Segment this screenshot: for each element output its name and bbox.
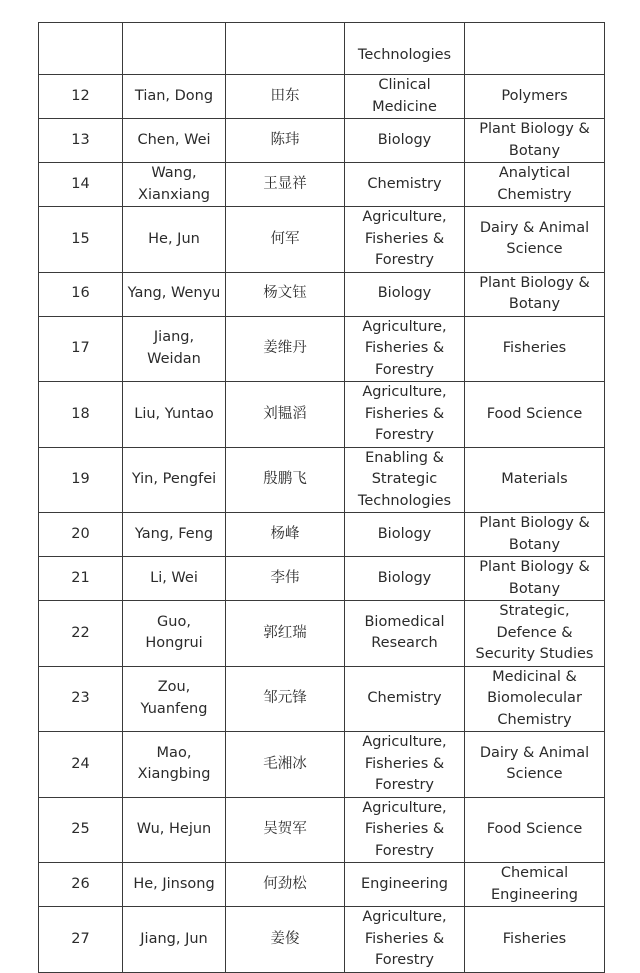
cell-number: 17	[39, 316, 123, 382]
table-row	[39, 316, 605, 382]
cell-category: Materials	[465, 447, 605, 513]
cell-number: 13	[39, 119, 123, 163]
cell-number: 18	[39, 382, 123, 448]
cell-chinese-name: 刘韫滔	[226, 382, 345, 448]
cell-name: Tian, Dong	[123, 75, 226, 119]
cell-category: Analytical Chemistry	[465, 163, 605, 207]
table-row	[39, 382, 605, 448]
cell-category: Fisheries	[465, 907, 605, 973]
cell-field: Agriculture, Fisheries & Forestry	[345, 797, 465, 863]
cell-name	[123, 23, 226, 75]
cell-chinese-name: 郭红瑞	[226, 601, 345, 667]
cell-name: Yang, Feng	[123, 513, 226, 557]
cell-category: Plant Biology & Botany	[465, 119, 605, 163]
cell-number: 16	[39, 272, 123, 316]
cell-chinese-name: 何劲松	[226, 863, 345, 907]
cell-field: Agriculture, Fisheries & Forestry	[345, 732, 465, 798]
cell-category: Medicinal & Biomolecular Chemistry	[465, 666, 605, 732]
cell-name: Liu, Yuntao	[123, 382, 226, 448]
cell-name: Yin, Pengfei	[123, 447, 226, 513]
cell-number: 14	[39, 163, 123, 207]
cell-field: Clinical Medicine	[345, 75, 465, 119]
table-row	[39, 447, 605, 513]
table-row	[39, 163, 605, 207]
cell-name: Wang, Xianxiang	[123, 163, 226, 207]
cell-number: 12	[39, 75, 123, 119]
cell-field: Agriculture, Fisheries & Forestry	[345, 382, 465, 448]
cell-chinese-name: 杨文钰	[226, 272, 345, 316]
cell-category: Chemical Engineering	[465, 863, 605, 907]
cell-name: Li, Wei	[123, 557, 226, 601]
cell-number: 24	[39, 732, 123, 798]
cell-name: Yang, Wenyu	[123, 272, 226, 316]
cell-category: Polymers	[465, 75, 605, 119]
cell-number	[39, 23, 123, 75]
cell-name: Chen, Wei	[123, 119, 226, 163]
table-row	[39, 863, 605, 907]
table-row	[39, 797, 605, 863]
cell-category: Plant Biology & Botany	[465, 513, 605, 557]
cell-field: Agriculture, Fisheries & Forestry	[345, 316, 465, 382]
cell-category: Food Science	[465, 382, 605, 448]
cell-chinese-name: 毛湘冰	[226, 732, 345, 798]
cell-chinese-name: 吴贺军	[226, 797, 345, 863]
cell-name: He, Jinsong	[123, 863, 226, 907]
cell-chinese-name: 何军	[226, 207, 345, 273]
cell-field: Agriculture, Fisheries & Forestry	[345, 207, 465, 273]
cell-field: Chemistry	[345, 163, 465, 207]
table-row-continued	[39, 23, 605, 75]
cell-field: Engineering	[345, 863, 465, 907]
cell-name: He, Jun	[123, 207, 226, 273]
cell-category: Plant Biology & Botany	[465, 557, 605, 601]
cell-chinese-name: 田东	[226, 75, 345, 119]
cell-category: Plant Biology & Botany	[465, 272, 605, 316]
table-row	[39, 666, 605, 732]
cell-chinese-name: 姜维丹	[226, 316, 345, 382]
cell-name: Jiang, Jun	[123, 907, 226, 973]
table-row	[39, 75, 605, 119]
cell-field: Agriculture, Fisheries & Forestry	[345, 907, 465, 973]
cell-field: Biology	[345, 557, 465, 601]
cell-category: Fisheries	[465, 316, 605, 382]
cell-number: 23	[39, 666, 123, 732]
cell-name: Zou, Yuanfeng	[123, 666, 226, 732]
cell-number: 15	[39, 207, 123, 273]
cell-number: 26	[39, 863, 123, 907]
table-row	[39, 272, 605, 316]
cell-field: Biomedical Research	[345, 601, 465, 667]
cell-category: Strategic, Defence & Security Studies	[465, 601, 605, 667]
cell-field: Enabling & Strategic Technologies	[345, 447, 465, 513]
cell-name: Guo, Hongrui	[123, 601, 226, 667]
cell-number: 25	[39, 797, 123, 863]
cell-number: 21	[39, 557, 123, 601]
table-row	[39, 207, 605, 273]
table-row	[39, 732, 605, 798]
cell-category: Food Science	[465, 797, 605, 863]
cell-chinese-name: 王显祥	[226, 163, 345, 207]
cell-category	[465, 23, 605, 75]
table-row	[39, 513, 605, 557]
cell-field: Biology	[345, 272, 465, 316]
table-row	[39, 907, 605, 973]
cell-number: 22	[39, 601, 123, 667]
cell-chinese-name	[226, 23, 345, 75]
cell-category: Dairy & Animal Science	[465, 732, 605, 798]
cell-chinese-name: 邹元锋	[226, 666, 345, 732]
cell-number: 20	[39, 513, 123, 557]
cell-field: Chemistry	[345, 666, 465, 732]
cell-number: 27	[39, 907, 123, 973]
cell-number: 19	[39, 447, 123, 513]
cell-field: Biology	[345, 513, 465, 557]
cell-field: Technologies	[345, 23, 465, 75]
table-row	[39, 557, 605, 601]
cell-field: Biology	[345, 119, 465, 163]
cell-chinese-name: 李伟	[226, 557, 345, 601]
cell-chinese-name: 殷鹏飞	[226, 447, 345, 513]
cell-name: Mao, Xiangbing	[123, 732, 226, 798]
cell-chinese-name: 陈玮	[226, 119, 345, 163]
cell-category: Dairy & Animal Science	[465, 207, 605, 273]
table-row	[39, 119, 605, 163]
table-row	[39, 601, 605, 667]
cell-chinese-name: 姜俊	[226, 907, 345, 973]
cell-chinese-name: 杨峰	[226, 513, 345, 557]
cell-name: Wu, Hejun	[123, 797, 226, 863]
cell-name: Jiang, Weidan	[123, 316, 226, 382]
researcher-table	[38, 22, 605, 973]
